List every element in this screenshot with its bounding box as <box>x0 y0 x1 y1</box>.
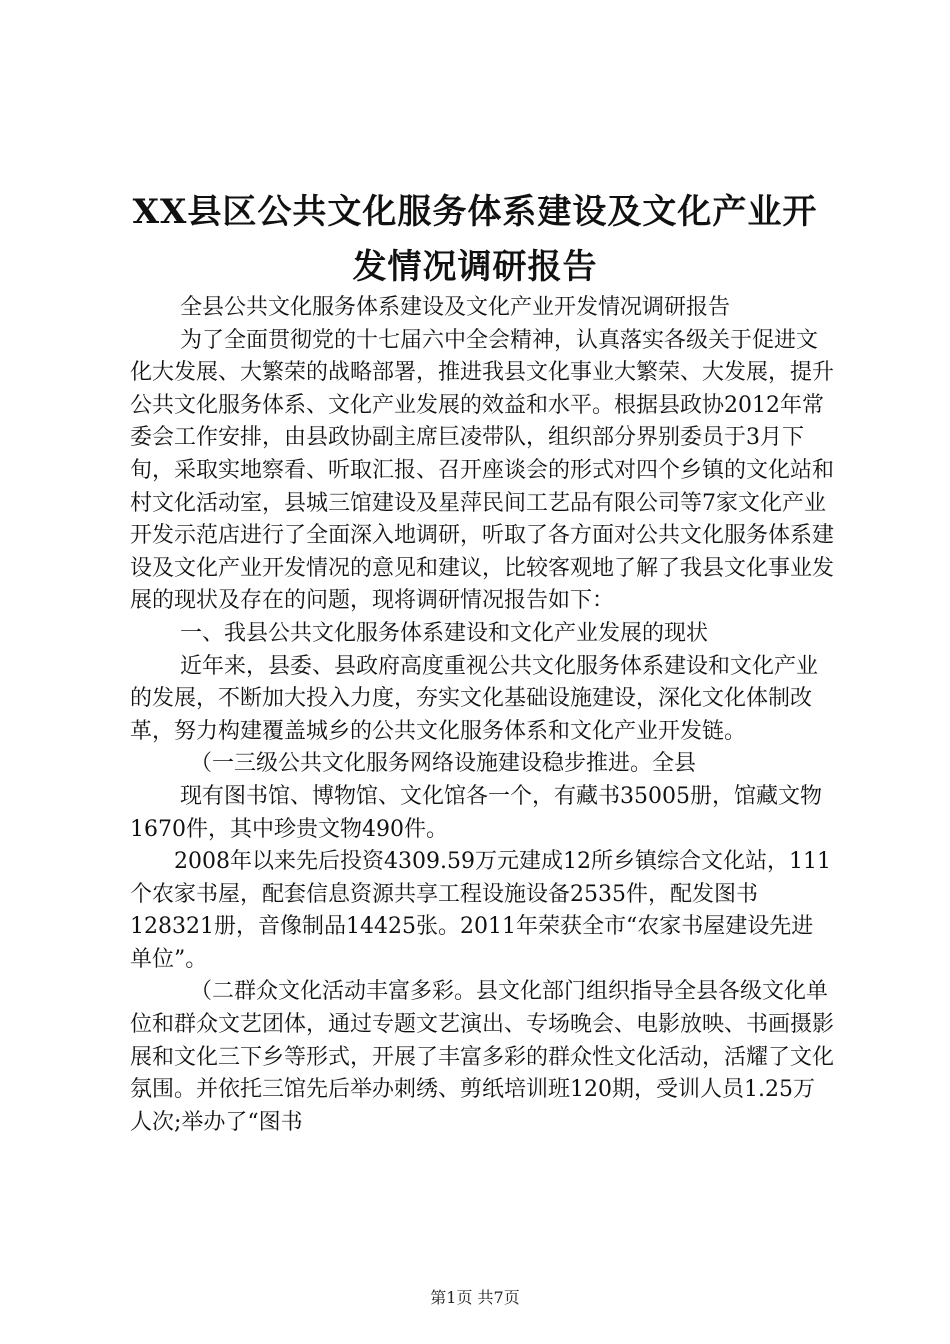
overview-paragraph: 近年来，县委、县政府高度重视公共文化服务体系建设和文化产业的发展，不断加大投入力度，夯实文化基础设施建设，深化文化体制改革，努力构建覆盖城乡的公共文化服务体系和文化产业开发链。 <box>130 653 819 744</box>
investment-paragraph: 2008年以来先后投资4309.59万元建成12所乡镇综合文化站，111个农家书屋，配套信息资源共享工程设施设备2535件，配发图书128321册，音像制品14425张。2011年荣获全市“农家书屋建设先进单位”。 <box>130 849 831 972</box>
document-title-line2: 发情况调研报告 <box>352 247 598 287</box>
activities-paragraph: （二群众文化活动丰富多彩。县文化部门组织指导全县各级文化单位和群众文艺团体，通过专题文艺演出、专场晚会、电影放映、书画摄影展和文化三下乡等形式，开展了丰富多彩的群众性文化活动，活耀了文化氛围。并依托三馆先后举办刺绣、剪纸培训班120期，受训人员1.25万人次;举办了“图书 <box>130 979 835 1135</box>
facilities-paragraph: 现有图书馆、博物馆、文化馆各一个，有藏书35005册，馆藏文物1670件，其中珍贵文物490件。 <box>130 783 822 842</box>
subsection-heading-1: （一三级公共文化服务网络设施建设稳步推进。全县 <box>190 751 697 777</box>
intro-paragraph: 为了全面贯彻党的十七届六中全会精神，认真落实各级关于促进文化大发展、大繁荣的战略部署，推进我县文化事业大繁荣、大发展，提升公共文化服务体系、文化产业发展的效益和水平。根据县政协2012年常委会工作安排，由县政协副主席巨凌带队，组织部分界别委员于3月下旬，采取实地察看、听取汇报、召开座谈会的形式对四个乡镇的文化站和村文化活动室，县城三馆建设及星萍民间工艺品有限公司等7家文化产业开发示范店进行了全面深入地调研，听取了各方面对公共文化服务体系建设及文化产业开发情况的意见和建议，比较客观地了解了我县文化事业发展的现状及存在的问题，现将调研情况报告如下： <box>130 327 835 614</box>
document-body <box>130 292 835 1139</box>
document-title-line1: XX县区公共文化服务体系建设及文化产业开 <box>132 192 818 232</box>
section-heading: 一、我县公共文化服务体系建设和文化产业发展的现状 <box>180 620 709 646</box>
page-number-footer: 第1页 共7页 <box>430 1288 520 1307</box>
subtitle-paragraph: 全县公共文化服务体系建设及文化产业开发情况调研报告 <box>180 295 731 320</box>
